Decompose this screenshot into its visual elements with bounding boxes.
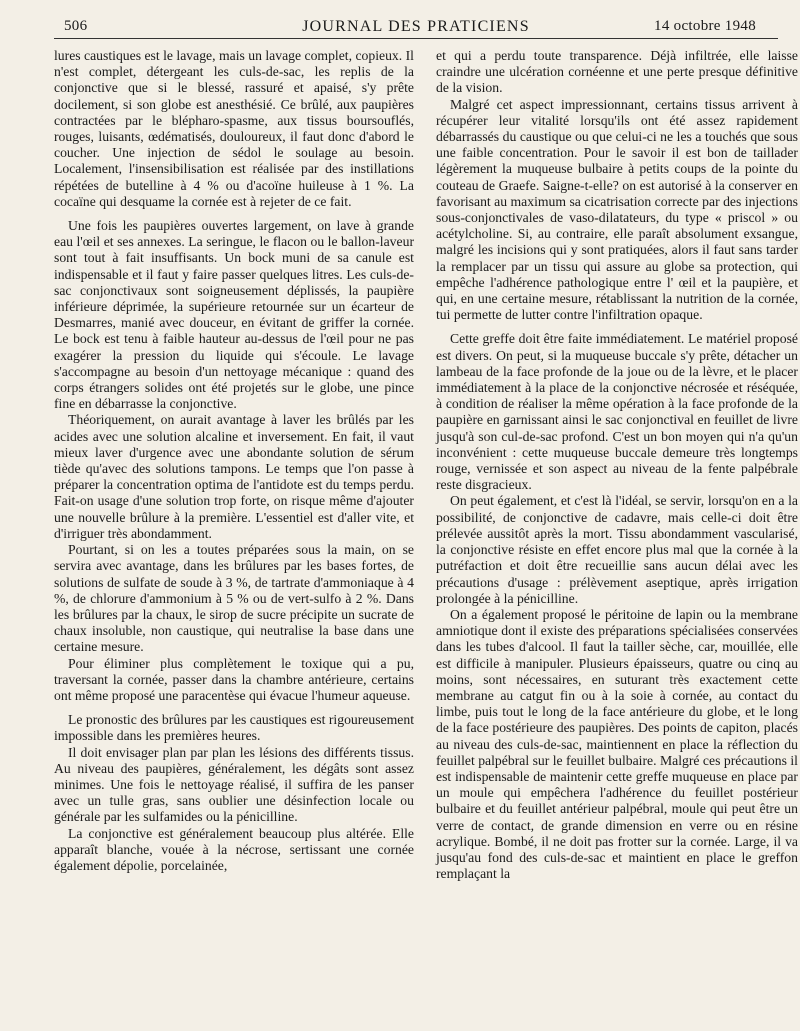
header-rule xyxy=(54,38,778,39)
paragraph: et qui a perdu toute transparence. Déjà infiltrée, elle laisse craindre une ulcération cornéenne et une perte presque définitive de la vision. xyxy=(436,48,798,96)
page-header xyxy=(54,10,778,40)
paragraph: Théoriquement, on aurait avantage à laver les brûlés par les acides avec une solution alcaline et inversement. En fait, il vaut mieux laver d'urgence avec une abondante solution de sérum tiède qu'avec des solutions tampons. Le temps que l'on passe à préparer la concentration optima de l'antidote est du temps perdu. Fait-on usage d'une solution trop forte, on risque même d'ajouter une nouvelle brûlure à la première. L'essentiel est d'aller vite, et d'irriguer très abondamment. xyxy=(54,412,414,541)
paragraph: Pourtant, si on les a toutes préparées sous la main, on se servira avec avantage, dans les brûlures par les bases fortes, de solutions de sulfate de soude à 3 %, de tartrate d'ammoniaque à 4 %, de chlorure d'ammonium à 5 % ou de vert-sulfo à 2 %. Dans les brûlures par la chaux, le sirop de sucre précipite un sucrate de chaux insoluble, non caustique, qui neutralise la base dans une certaine mesure. xyxy=(54,542,414,655)
journal-title: JOURNAL DES PRATICIENS xyxy=(302,18,530,35)
article-body xyxy=(54,48,800,882)
page-number: 506 xyxy=(64,18,88,34)
paragraph: lures caustiques est le lavage, mais un lavage complet, copieux. Il n'est complet, détergeant les culs-de-sac, les replis de la conjonctive que si le blessé, rassuré et apaisé, s'y prête docilement, si son globe est anesthésié. Ce brûlé, aux paupières contractées par le blépharo-spasme, aux tissus boursouflés, rouges, luisants, œdématisés, douloureux, il faut donc d'abord le coucher. Une injection de sédol le soulage au besoin. Localement, l'insensibilisation est réalisée par des instillations répétées de butelline à 4 % ou d'acoïne huileuse à 1 %. La cocaïne qui desquame la cornée est à rejeter de ce fait. xyxy=(54,48,414,209)
paragraph: La conjonctive est généralement beaucoup plus altérée. Elle apparaît blanche, vouée à la nécrose, sertissant une cornée également dépolie, porcelainée, xyxy=(54,825,414,873)
paragraph: Il doit envisager plan par plan les lésions des différents tissus. Au niveau des paupières, généralement, les dégâts sont assez minimes. Une fois le nettoyage réalisé, il suffira de les panser avec un tulle gras, sans oublier une désinfection locale ou générale par les sulfamides ou la pénicilline. xyxy=(54,744,414,825)
paragraph: On peut également, et c'est là l'idéal, se servir, lorsqu'on en a la possibilité, de conjonctive de cadavre, mais celle-ci doit être prélevée aussitôt après la mort. Tissu abondamment vascularisé, la conjonctive résiste en effet encore plus mal que la cornée à la putréfaction et doit être recueillie sans aucun délai avec les précautions d'usage : prélèvement aseptique, après irrigation prolongée à la pénicilline. xyxy=(436,493,798,606)
right-column xyxy=(436,48,798,882)
issue-date: 14 octobre 1948 xyxy=(654,18,756,34)
paragraph: Le pronostic des brûlures par les caustiques est rigoureusement impossible dans les premières heures. xyxy=(54,712,414,744)
paragraph: Pour éliminer plus complètement le toxique qui a pu, traversant la cornée, passer dans la chambre antérieure, certains ont même proposé une paracentèse qui évacue l'humeur aqueuse. xyxy=(54,655,414,703)
paragraph: Cette greffe doit être faite immédiatement. Le matériel proposé est divers. On peut, si la muqueuse buccale s'y prête, détacher un lambeau de la face profonde de la joue ou de la lèvre, et le placer immédiatement à la place de la conjonctive nécrosée et réséquée, à condition de réaliser la même opération à la face profonde de la paupière en garnissant ainsi le sac conjonctival en feuillet de livre jusqu'à son cul-de-sac profond. C'est un bon moyen qui n'a qu'un inconvénient : cette muqueuse buccale demeure très longtemps rouge, vernissée et son aspect au niveau de la fente palpébrale reste disgracieux. xyxy=(436,331,798,493)
paragraph: Une fois les paupières ouvertes largement, on lave à grande eau l'œil et ses annexes. La seringue, le flacon ou le ballon-laveur sont tout à fait insuffisants. Un bock muni de sa canule est indispensable et il faut y faire passer quelques litres. Les culs-de-sac conjonctivaux sont soigneusement déplissés, la paupière inférieure déprimée, la supérieure retournée sur un écarteur de Desmarres, manié avec douceur, en évitant de griffer la cornée. Le bock est tenu à faible hauteur au-dessus de l'œil pour ne pas exagérer la pression du liquide qui s'écoule. Le lavage s'accompagne au besoin d'un nettoyage mécanique : quand des corps étrangers solides ont été projetés sur le globe, une pince fine en débarrasse la conjonctive. xyxy=(54,218,414,412)
paragraph: Malgré cet aspect impressionnant, certains tissus arrivent à récupérer leur vitalité lorsqu'ils ont été assez rapidement débarrassés du caustique ou que celui-ci ne les a touchés que sous une faible concentration. Pour le savoir il est bon de taillader légèrement la muqueuse bulbaire à petits coups de la pointe du couteau de Graefe. Saigne-t-elle? on est autorisé à la conserver en favorisant au maximum sa cicatrisation correcte par des injections sous-conjonctivales de vaso-dilatateurs, du type « priscol » ou acétylcholine. Si, au contraire, elle paraît absolument exsangue, malgré les incisions qui y sont pratiquées, alors il faut sans tarder la remplacer par un tissu qui assure au globe sa protection, qui empêche l'adhérence pathologique entre l' œil et la paupière, et qui, en une certaine mesure, rétablissant la nutrition de la cornée, tui permette de lutter contre l'infiltration opaque. xyxy=(436,96,798,323)
left-column xyxy=(54,48,414,882)
paragraph: On a également proposé le péritoine de lapin ou la membrane amniotique dont il existe des préparations spécialisées conservées dans les tubes d'alcool. Il faut la tailler sèche, car, mouillée, elle est difficile à manipuler. Plusieurs épaisseurs, quatre ou cinq au moins, sont nécessaires, en suturant très exactement cette membrane au catgut fin ou à la soie à cornée, au contact du limbe, puis tout le long de la face antérieure du globe, et le long de la face postérieure des paupières. Des points de capiton, placés au niveau des culs-de-sac, maintiennent en place la réflection du feuillet palpébral sur le feuillet bulbaire. Malgré ces précautions il est indispensable de maintenir cette greffe muqueuse en place par un moule qui empêchera l'adhérence du feuillet postérieur bulbaire et du feuillet antérieur palpébral, moule qui peut être un verre de contact, de grande dimension en verre ou en résine acrylique. Bombé, il ne doit pas frotter sur la cornée. Large, il va jusqu'au fond des culs-de-sac et maintient en place le greffon remplaçant la xyxy=(436,606,798,882)
